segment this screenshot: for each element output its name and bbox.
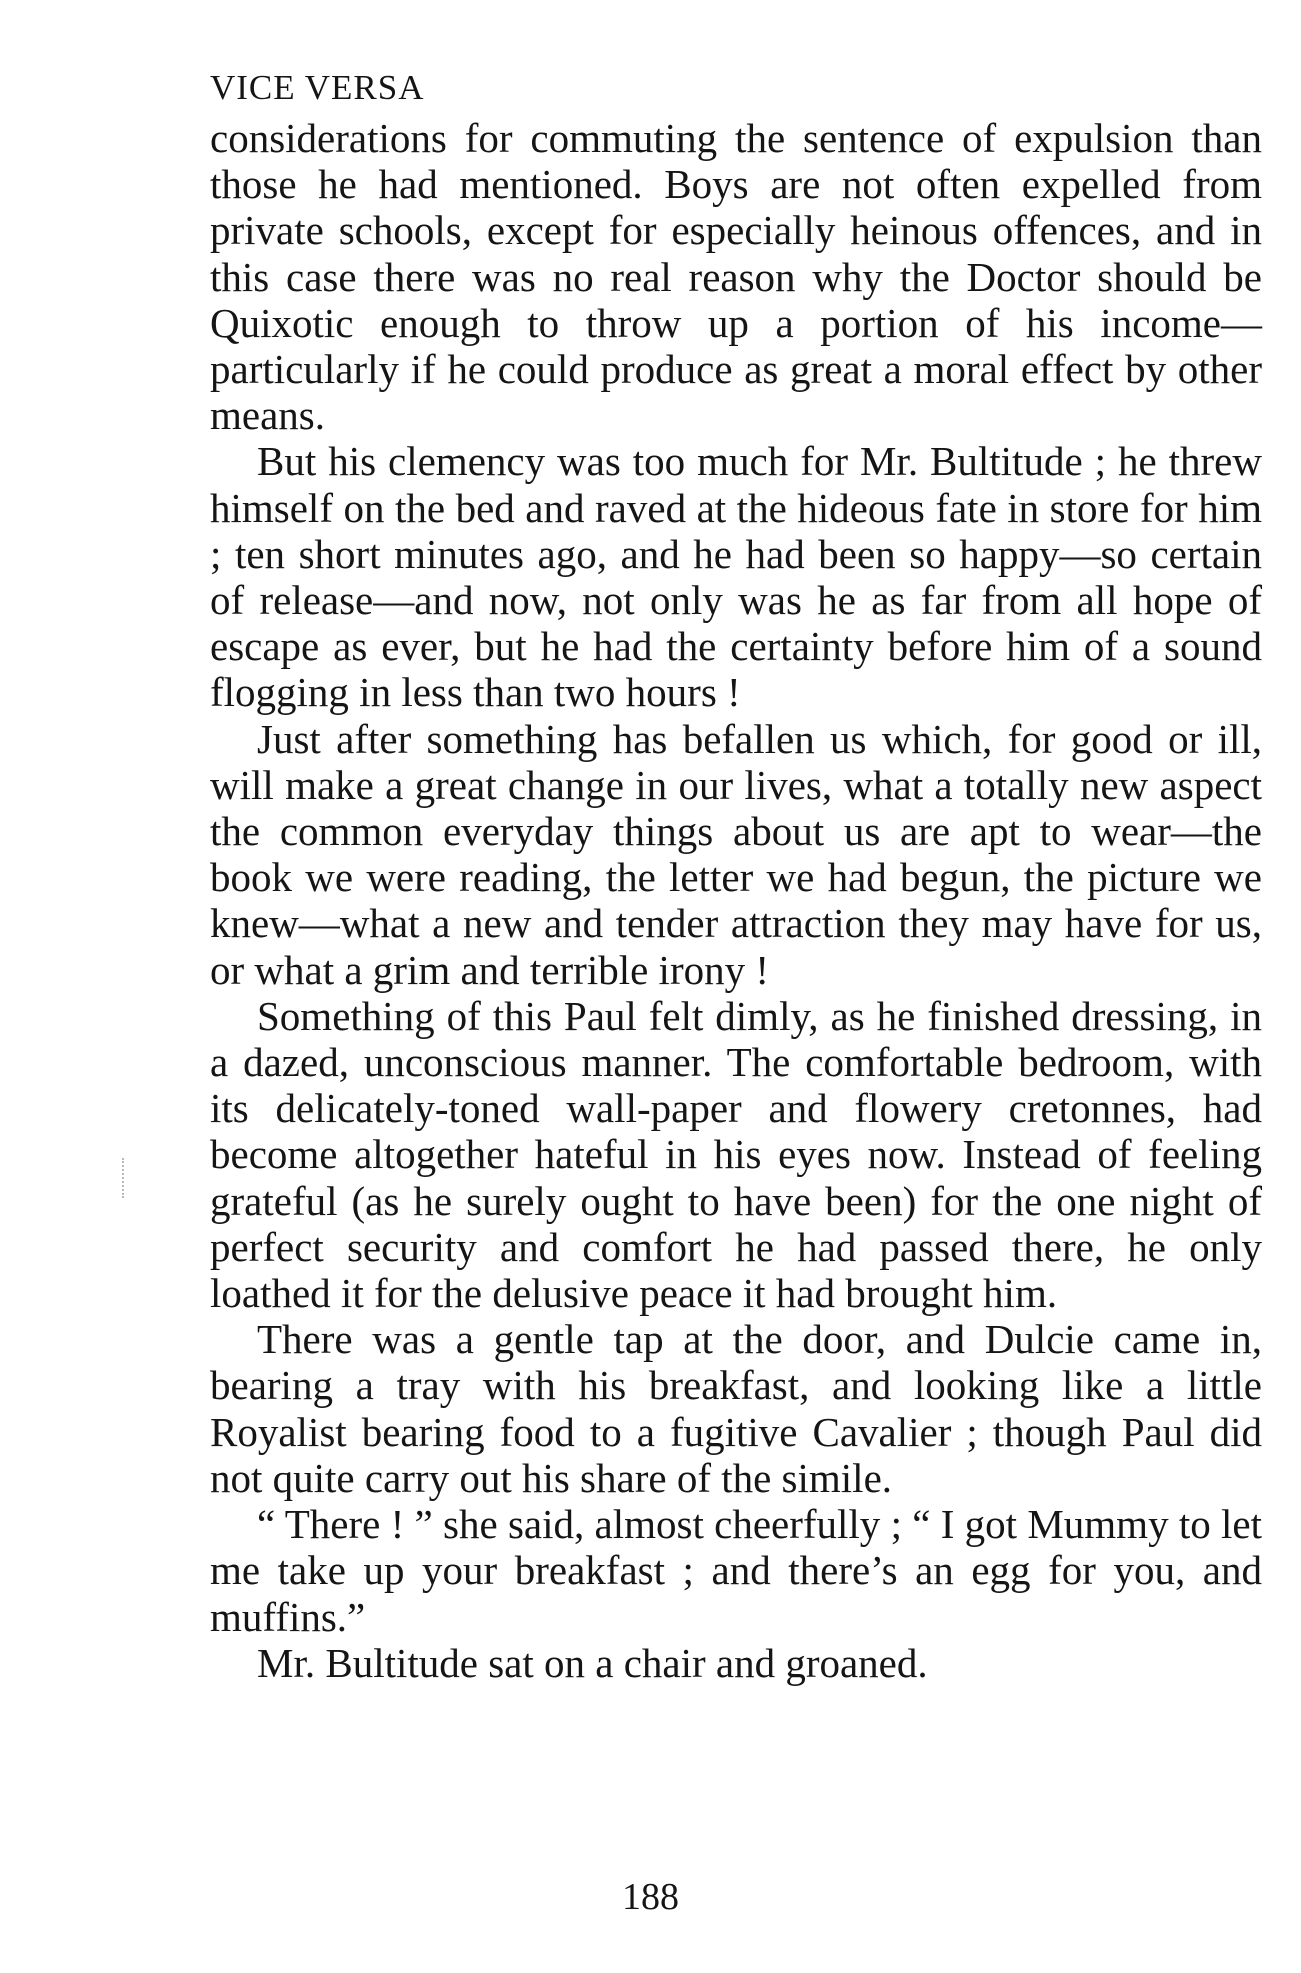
body-text (210, 115, 1262, 1686)
paragraph-6: “ There ! ” she said, almost cheerfully ; “ I got Mummy to let me take up your breakfast ; and there’s an egg for you, and muffins.” (210, 1501, 1262, 1640)
paragraph-2: But his clemency was too much for Mr. Bultitude ; he threw himself on the bed and raved at the hideous fate in store for him ; ten short minutes ago, and he had been so happy—so certain of release—and now, not only was he as far from all hope of escape as ever, but he had the certainty before him of a sound flogging in less than two hours ! (210, 438, 1262, 716)
paragraph-4: Something of this Paul felt dimly, as he finished dressing, in a dazed, unconscious manner. The comfortable bedroom, with its delicately-toned wall-paper and flowery cretonnes, had become altogether hateful in his eyes now. Instead of feeling grateful (as he surely ought to have been) for the one night of perfect security and comfort he had passed there, he only loathed it for the delusive peace it had brought him. (210, 992, 1262, 1317)
running-head: VICE VERSA (210, 68, 425, 107)
page-number: 188 (622, 1876, 679, 1918)
paragraph-7: Mr. Bultitude sat on a chair and groaned. (257, 1639, 928, 1686)
margin-speck (122, 1158, 126, 1198)
paragraph-1: considerations for commuting the sentence of expulsion than those he had mentioned. Boys are not often expelled from private schools, except for especially heinous offences, and in this case there was no real reason why the Doctor should be Quixotic enough to throw up a portion of his income—particularly if he could produce as great a moral effect by other means. (210, 115, 1262, 439)
paragraph-5: There was a gentle tap at the door, and Dulcie came in, bearing a tray with his breakfast, and looking like a little Royalist bearing food to a fugitive Cavalier ; though Paul did not quite carry out his share of the simile. (210, 1316, 1262, 1501)
paragraph-3: Just after something has befallen us which, for good or ill, will make a great change in our lives, what a totally new aspect the common everyday things about us are apt to wear—the book we were reading, the letter we had begun, the picture we knew—what a new and tender attraction they may have for us, or what a grim and terrible irony ! (210, 715, 1262, 993)
book-page (210, 70, 1262, 1686)
